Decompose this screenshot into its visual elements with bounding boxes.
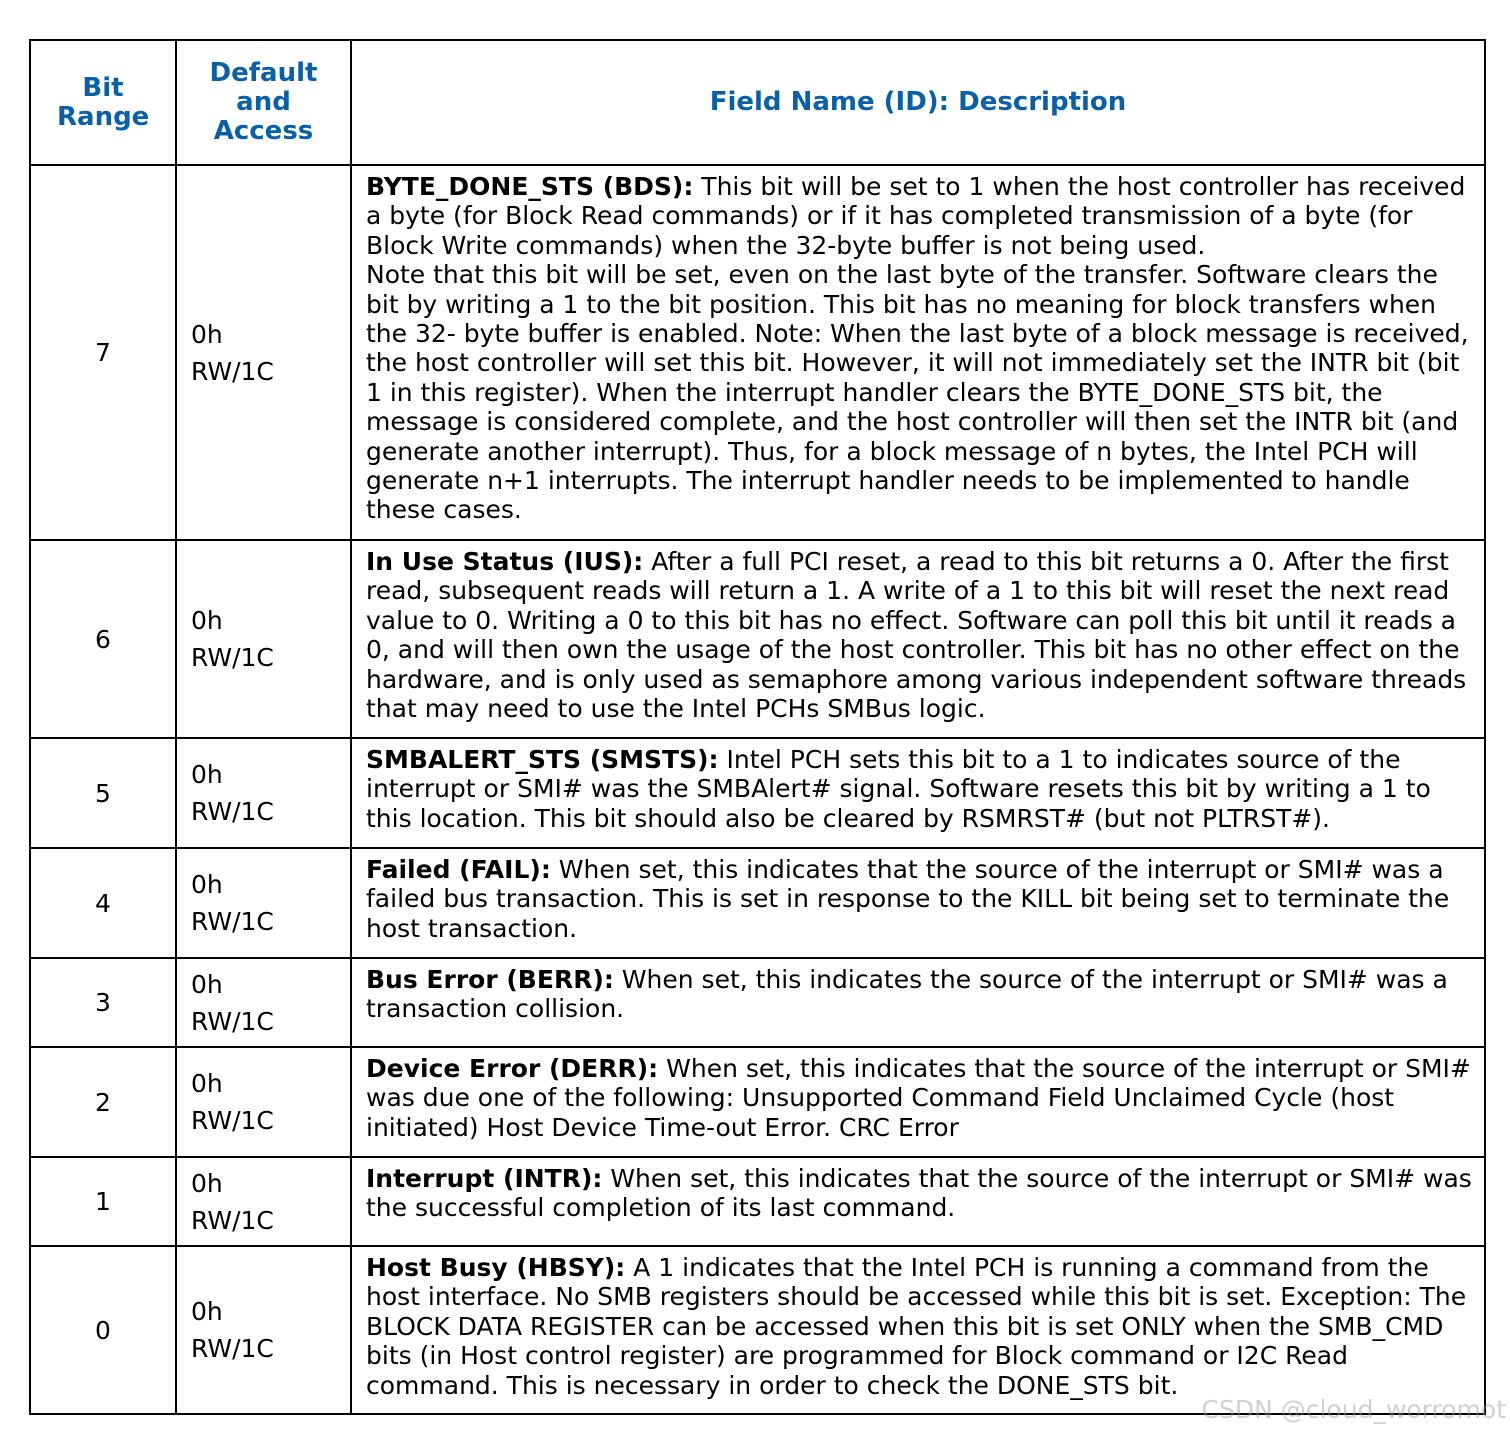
default-value: 0h: [191, 1297, 223, 1326]
access-cell: [176, 848, 351, 958]
access-value: RW/1C: [191, 907, 274, 936]
table-row: [30, 165, 1485, 540]
field-description: This bit will be set to 1 when the host controller has received a byte (for Block Read commands) or if it has completed transmission of a byte (for Block Write commands) when the 32-byte buffer is not being used.: [366, 172, 1466, 260]
bit-cell: 7: [30, 165, 176, 540]
bit-cell: 5: [30, 738, 176, 848]
table-row: [30, 738, 1485, 848]
field-name: BYTE_DONE_STS (BDS):: [366, 172, 694, 201]
field-description: When set, this indicates that the source of the interrupt or SMI# was a failed bus transaction. This is set in response to the KILL bit being set to terminate the host transaction.: [366, 855, 1450, 943]
bit-cell: 1: [30, 1157, 176, 1246]
table-row: [30, 1246, 1485, 1414]
field-description: Intel PCH sets this bit to a 1 to indicates source of the interrupt or SMI# was the SMBAlert# signal. Software resets this bit by writing a 1 to this location. This bit should also be cleared by RSMRST# (but not PLTRST#).: [366, 745, 1431, 833]
description-cell: [351, 958, 1485, 1047]
header-default-access: Default and Access: [176, 40, 351, 165]
access-cell: [176, 165, 351, 540]
table-row: [30, 540, 1485, 738]
default-value: 0h: [191, 1168, 223, 1198]
header-field-description: Field Name (ID): Description: [351, 40, 1485, 165]
default-value: 0h: [191, 760, 223, 789]
default-value: 0h: [191, 319, 223, 349]
access-value: RW/1C: [191, 797, 274, 826]
description-cell: [351, 540, 1485, 738]
default-value: 0h: [191, 969, 223, 999]
register-table: [29, 39, 1486, 1415]
field-name: In Use Status (IUS):: [366, 547, 644, 576]
field-name: Bus Error (BERR):: [366, 965, 614, 994]
access-value: RW/1C: [191, 1006, 274, 1036]
table-row: [30, 1157, 1485, 1246]
access-value: RW/1C: [191, 1334, 274, 1363]
access-cell: [176, 540, 351, 738]
access-cell: [176, 738, 351, 848]
access-cell: [176, 1047, 351, 1157]
default-value: 0h: [191, 870, 223, 899]
field-description: A 1 indicates that the Intel PCH is running a command from the host interface. No SMB registers should be accessed while this bit is set. Exception: The BLOCK DATA REGISTER can be accessed when this bit is set ONLY when the SMB_CMD bits (in Host control register) are programmed for Block command or I2C Read command. This is necessary in order to check the DONE_STS bit.: [366, 1253, 1467, 1400]
bit-cell: 6: [30, 540, 176, 738]
field-description: When set, this indicates the source of the interrupt or SMI# was a transaction collision.: [366, 965, 1448, 1024]
bit-cell: 2: [30, 1047, 176, 1157]
watermark: CSDN @cloud_worromot: [1201, 1395, 1506, 1424]
access-value: RW/1C: [191, 643, 274, 672]
access-value: RW/1C: [191, 1106, 274, 1135]
description-cell: [351, 1047, 1485, 1157]
field-description: After a full PCI reset, a read to this bit returns a 0. After the first read, subsequent reads will return a 1. A write of a 1 to this bit will reset the next read value to 0. Writing a 0 to this bit has no effect. Software can poll this bit until it reads a 0, and will then own the usage of the host controller. This bit has no other effect on the hardware, and is only used as semaphore among various independent software threads that may need to use the Intel PCHs SMBus logic.: [366, 547, 1467, 724]
default-value: 0h: [191, 1069, 223, 1098]
access-cell: [176, 958, 351, 1047]
table-row: [30, 1047, 1485, 1157]
description-cell: [351, 165, 1485, 540]
header-bit-range: Bit Range: [30, 40, 176, 165]
default-value: 0h: [191, 606, 223, 635]
table-row: [30, 848, 1485, 958]
access-cell: [176, 1246, 351, 1414]
field-name: SMBALERT_STS (SMSTS):: [366, 745, 719, 774]
description-cell: [351, 848, 1485, 958]
field-name: Device Error (DERR):: [366, 1054, 659, 1083]
description-cell: [351, 1157, 1485, 1246]
access-value: RW/1C: [191, 1205, 274, 1235]
field-name: Host Busy (HBSY):: [366, 1253, 626, 1282]
description-cell: [351, 1246, 1485, 1414]
bit-cell: 0: [30, 1246, 176, 1414]
field-note: Note that this bit will be set, even on the last byte of the transfer. Software clears the bit by writing a 1 to the bit position. This bit has no meaning for block transfers when the 32- byte buffer is enabled. Note: When the last byte of a block message is received, the host controller will set this bit. However, it will not immediately set the INTR bit (bit 1 in this register). When the interrupt handler clears the BYTE_DONE_STS bit, the message is considered complete, and the host controller will then set the INTR bit (and generate another interrupt). Thus, for a block message of n bytes, the Intel PCH will generate n+1 interrupts. The interrupt handler needs to be implemented to handle these cases.: [366, 260, 1469, 525]
bit-cell: 4: [30, 848, 176, 958]
field-name: Interrupt (INTR):: [366, 1164, 603, 1193]
table-row: [30, 958, 1485, 1047]
bit-cell: 3: [30, 958, 176, 1047]
description-cell: [351, 738, 1485, 848]
field-description: When set, this indicates that the source of the interrupt or SMI# was due one of the following: Unsupported Command Field Unclaimed Cycle (host initiated) Host Device Time-out Error. CRC Error: [366, 1054, 1471, 1142]
access-cell: [176, 1157, 351, 1246]
field-description: When set, this indicates that the source of the interrupt or SMI# was the successful completion of its last command.: [366, 1164, 1472, 1223]
field-name: Failed (FAIL):: [366, 855, 551, 884]
header-row: [30, 40, 1485, 165]
access-value: RW/1C: [191, 356, 274, 386]
